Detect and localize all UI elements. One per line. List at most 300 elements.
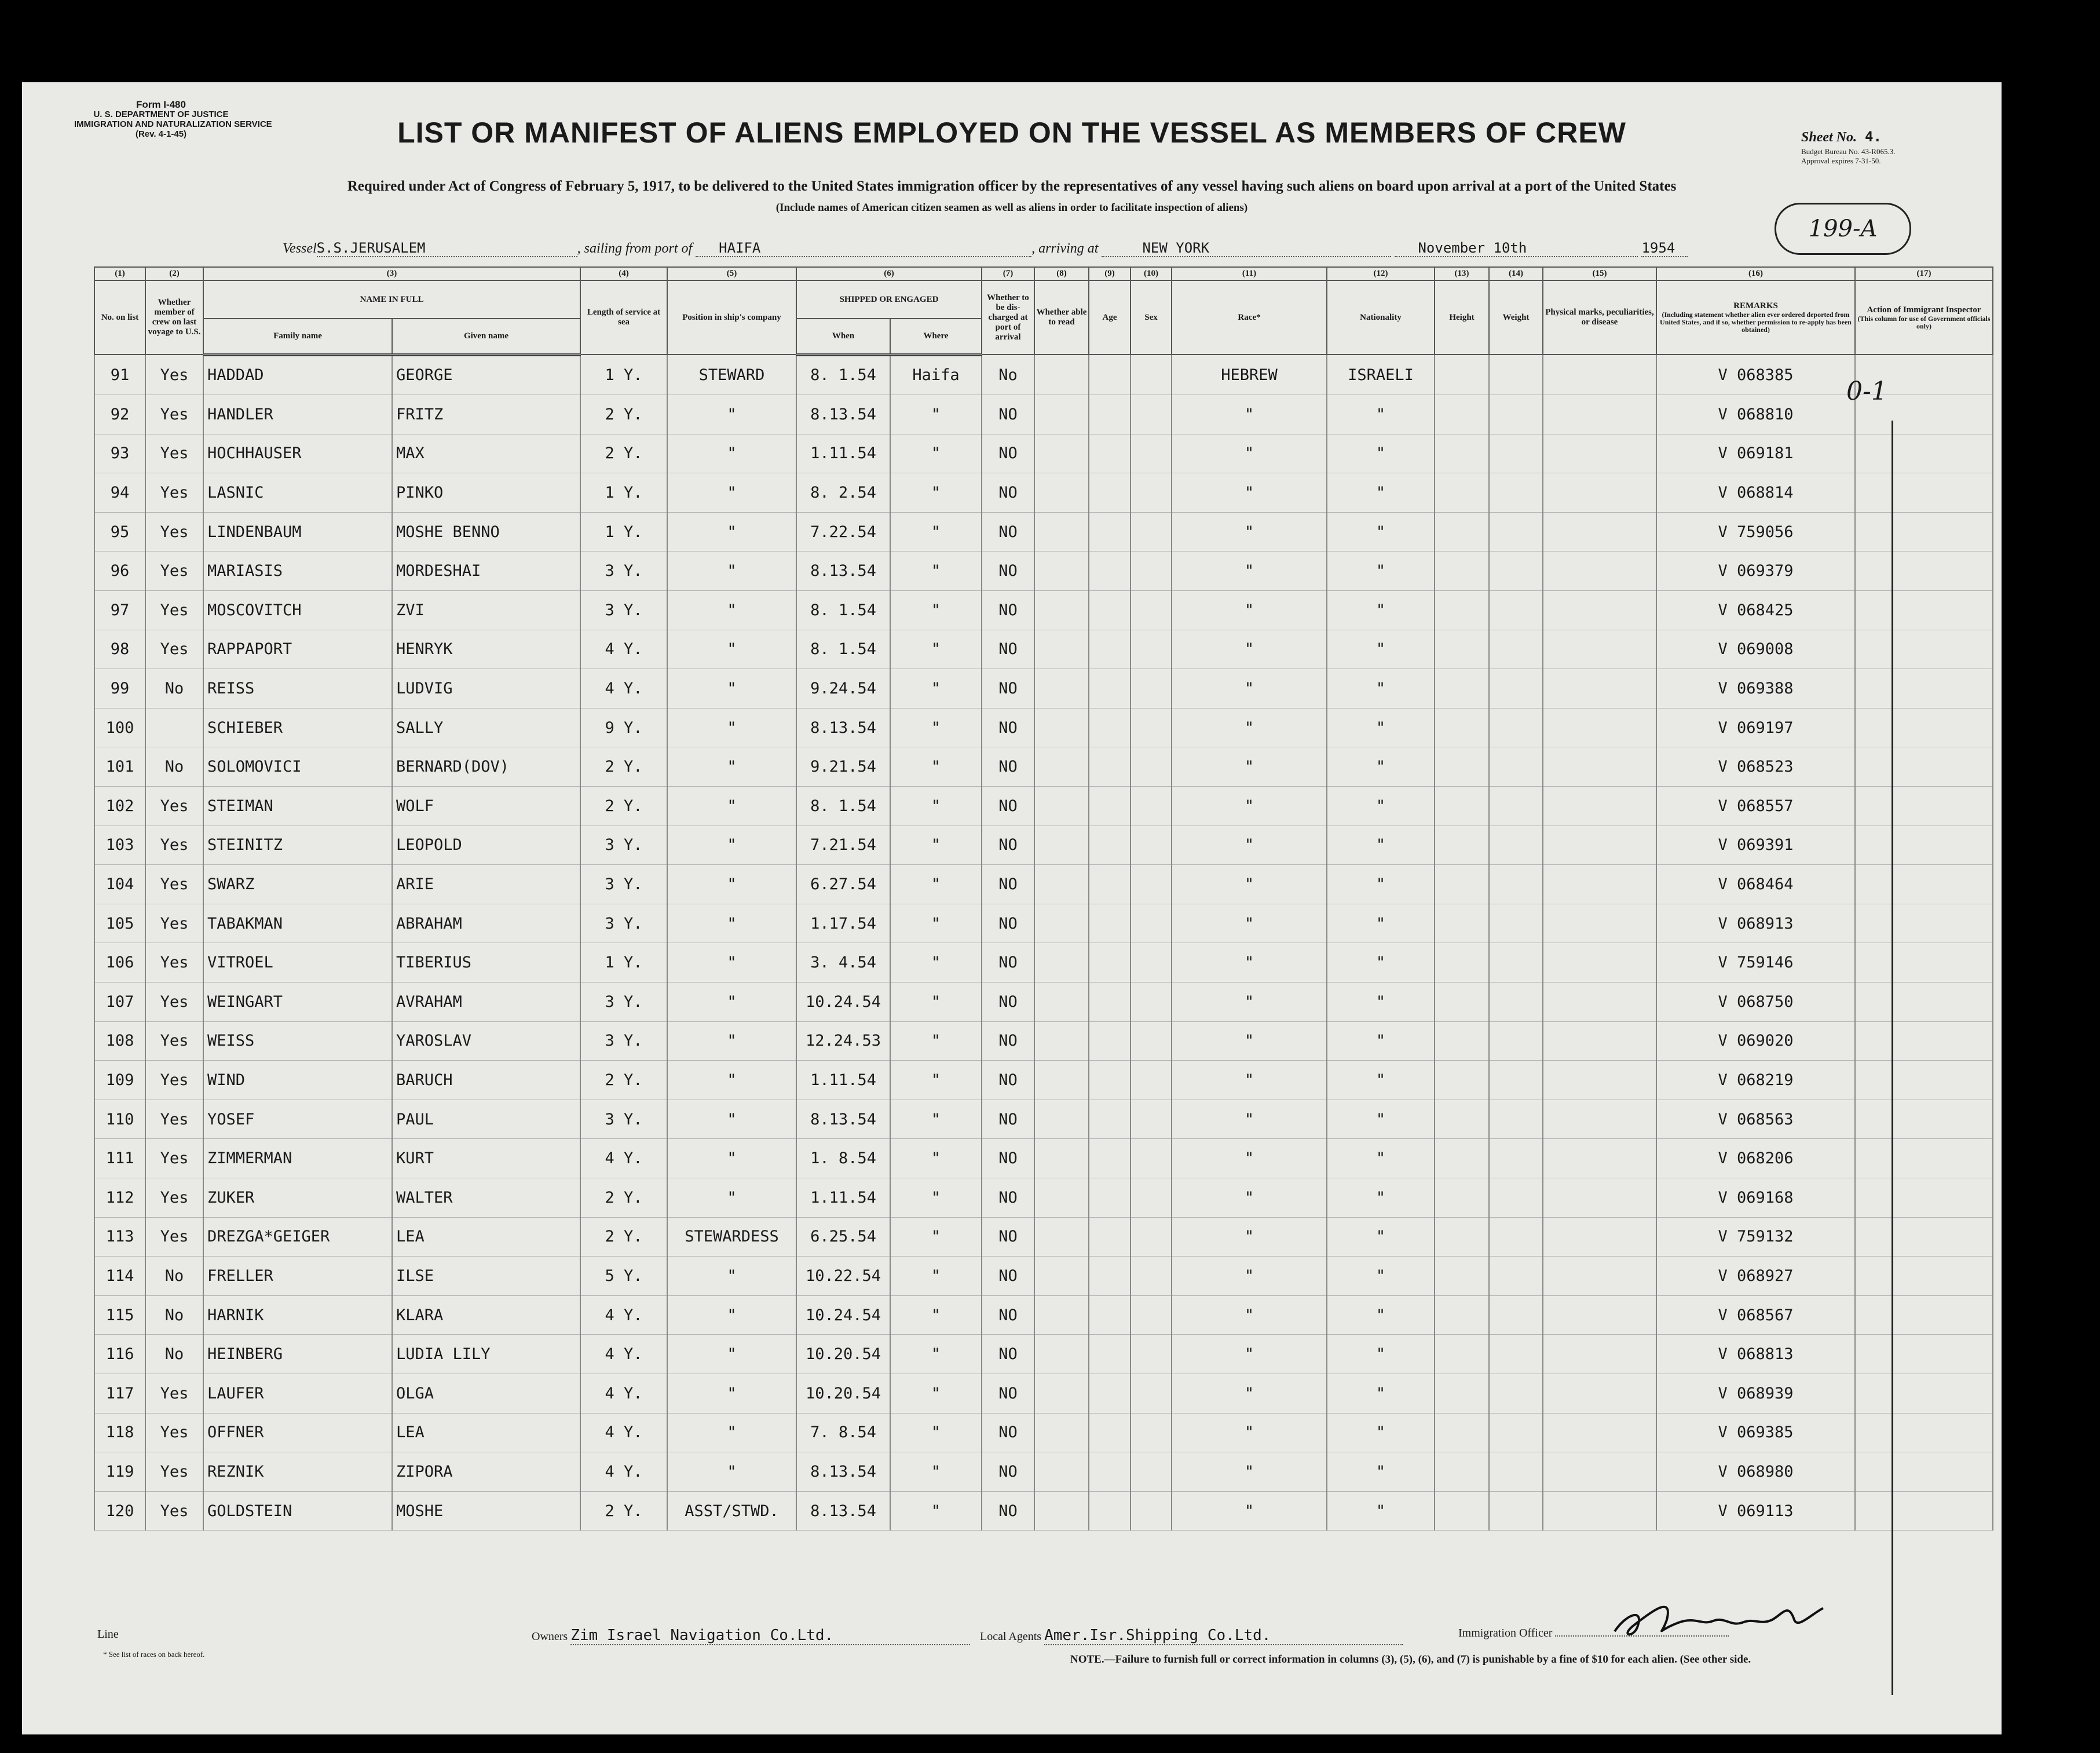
- cell-nationality: ": [1327, 904, 1435, 943]
- cell-weight: [1489, 1335, 1543, 1374]
- table-row: [94, 1413, 1993, 1452]
- cell-remarks: V 068913: [1656, 904, 1855, 943]
- col-num: (13): [1435, 267, 1489, 280]
- budget-bureau: [1801, 147, 1895, 166]
- cell-nationality: ": [1327, 1178, 1435, 1217]
- cell-nationality: ": [1327, 1335, 1435, 1374]
- cell-sex: [1131, 826, 1172, 865]
- cell-row-number: 107: [94, 983, 145, 1022]
- cell-inspector-action: [1855, 1021, 1993, 1061]
- cell-shipped-when: 10.20.54: [796, 1374, 890, 1413]
- page-title: LIST OR MANIFEST OF ALIENS EMPLOYED ON THE VESSEL AS MEMBERS OF CREW: [397, 116, 1626, 149]
- cell-service-length: 4 Y.: [580, 669, 667, 708]
- cell-sex: [1131, 473, 1172, 513]
- cell-crew-last-voyage: No: [145, 669, 203, 708]
- cell-age: [1089, 983, 1131, 1022]
- cell-crew-last-voyage: Yes: [145, 983, 203, 1022]
- cell-inspector-action: [1855, 1100, 1993, 1139]
- cell-weight: [1489, 904, 1543, 943]
- cell-given-name: ZVI: [392, 591, 580, 630]
- cell-crew-last-voyage: Yes: [145, 943, 203, 983]
- cell-remarks: V 069388: [1656, 669, 1855, 708]
- cell-age: [1089, 669, 1131, 708]
- table-row: [94, 1374, 1993, 1413]
- header-nationality: Nationality: [1327, 280, 1435, 355]
- cell-service-length: 2 Y.: [580, 1178, 667, 1217]
- cell-discharged: NO: [982, 552, 1034, 591]
- cell-remarks: V 068425: [1656, 591, 1855, 630]
- table-row: [94, 395, 1993, 434]
- local-agents: [980, 1627, 1403, 1645]
- cell-shipped-when: 12.24.53: [796, 1021, 890, 1061]
- col-num: (12): [1327, 267, 1435, 280]
- cell-family-name: REISS: [203, 669, 392, 708]
- cell-race: ": [1172, 787, 1327, 826]
- cell-able-to-read: [1034, 1491, 1089, 1531]
- cell-family-name: DREZGA*GEIGER: [203, 1217, 392, 1257]
- cell-service-length: 4 Y.: [580, 1139, 667, 1178]
- table-row: [94, 747, 1993, 787]
- cell-inspector-action: [1855, 669, 1993, 708]
- cell-position: ": [667, 708, 796, 747]
- cell-physical-marks: [1543, 708, 1656, 747]
- cell-sex: [1131, 630, 1172, 669]
- cell-shipped-when: 8. 1.54: [796, 787, 890, 826]
- cell-family-name: HARNIK: [203, 1295, 392, 1335]
- cell-race: ": [1172, 1413, 1327, 1452]
- cell-race: ": [1172, 826, 1327, 865]
- cell-service-length: 2 Y.: [580, 787, 667, 826]
- cell-shipped-where: ": [890, 826, 982, 865]
- cell-given-name: FRITZ: [392, 395, 580, 434]
- cell-position: ": [667, 865, 796, 904]
- race-note: * See list of races on back hereof.: [103, 1650, 205, 1659]
- port-of-departure: HAIFA: [696, 240, 1031, 257]
- header-name-in-full: NAME IN FULL: [203, 280, 580, 319]
- action-subtitle: (This column for use of Government officials only): [1857, 314, 1991, 330]
- budget-line: Budget Bureau No. 43-R065.3.: [1801, 147, 1896, 156]
- officer-signature: [1603, 1591, 1846, 1649]
- cell-race: ": [1172, 512, 1327, 552]
- cell-service-length: 4 Y.: [580, 630, 667, 669]
- cell-height: [1435, 591, 1489, 630]
- cell-remarks: V 068750: [1656, 983, 1855, 1022]
- cell-sex: [1131, 1491, 1172, 1531]
- table-row: [94, 943, 1993, 983]
- cell-row-number: 117: [94, 1374, 145, 1413]
- cell-position: ": [667, 591, 796, 630]
- cell-physical-marks: [1543, 1491, 1656, 1531]
- form-rev: (Rev. 4-1-45): [135, 129, 187, 139]
- cell-shipped-when: 10.20.54: [796, 1335, 890, 1374]
- cell-row-number: 111: [94, 1139, 145, 1178]
- cell-age: [1089, 904, 1131, 943]
- cell-physical-marks: [1543, 1413, 1656, 1452]
- cell-weight: [1489, 512, 1543, 552]
- cell-nationality: ": [1327, 591, 1435, 630]
- cell-service-length: 2 Y.: [580, 1061, 667, 1100]
- cell-position: ": [667, 1139, 796, 1178]
- cell-given-name: LUDVIG: [392, 669, 580, 708]
- cell-race: ": [1172, 747, 1327, 787]
- cell-inspector-action: [1855, 787, 1993, 826]
- cell-row-number: 102: [94, 787, 145, 826]
- cell-able-to-read: [1034, 1413, 1089, 1452]
- cell-discharged: NO: [982, 904, 1034, 943]
- cell-shipped-where: ": [890, 1100, 982, 1139]
- cell-remarks: V 068385: [1656, 355, 1855, 395]
- col-num: (6): [796, 267, 982, 280]
- cell-shipped-when: 1. 8.54: [796, 1139, 890, 1178]
- cell-able-to-read: [1034, 1178, 1089, 1217]
- cell-able-to-read: [1034, 943, 1089, 983]
- cell-shipped-where: ": [890, 512, 982, 552]
- cell-physical-marks: [1543, 395, 1656, 434]
- cell-inspector-action: [1855, 1452, 1993, 1492]
- penalty-note: NOTE.—Failure to furnish full or correct information in columns (3), (5), (6), and (7) is punishable by a fine of $10 for each alien. (See other side.: [1070, 1653, 1751, 1666]
- cell-race: ": [1172, 708, 1327, 747]
- cell-nationality: ": [1327, 983, 1435, 1022]
- cell-family-name: ZUKER: [203, 1178, 392, 1217]
- header-action-inspector: [1855, 280, 1993, 355]
- cell-discharged: NO: [982, 1257, 1034, 1296]
- cell-weight: [1489, 630, 1543, 669]
- table-row: [94, 1061, 1993, 1100]
- cell-remarks: V 069181: [1656, 434, 1855, 473]
- cell-service-length: 1 Y.: [580, 355, 667, 395]
- cell-nationality: ": [1327, 1021, 1435, 1061]
- cell-family-name: WEISS: [203, 1021, 392, 1061]
- cell-physical-marks: [1543, 1257, 1656, 1296]
- cell-age: [1089, 1452, 1131, 1492]
- cell-service-length: 1 Y.: [580, 512, 667, 552]
- cell-sex: [1131, 1061, 1172, 1100]
- cell-physical-marks: [1543, 434, 1656, 473]
- cell-position: ": [667, 473, 796, 513]
- cell-remarks: V 068523: [1656, 747, 1855, 787]
- cell-position: ": [667, 669, 796, 708]
- cell-family-name: WEINGART: [203, 983, 392, 1022]
- cell-row-number: 104: [94, 865, 145, 904]
- cell-age: [1089, 552, 1131, 591]
- cell-position: ": [667, 1413, 796, 1452]
- cell-age: [1089, 708, 1131, 747]
- cell-height: [1435, 983, 1489, 1022]
- cell-age: [1089, 630, 1131, 669]
- cell-nationality: ": [1327, 1139, 1435, 1178]
- vessel-name: S.S.JERUSALEM: [317, 240, 577, 257]
- table-row: [94, 1335, 1993, 1374]
- cell-physical-marks: [1543, 473, 1656, 513]
- cell-inspector-action: [1855, 1491, 1993, 1531]
- cell-position: ": [667, 1257, 796, 1296]
- table-row: [94, 355, 1993, 395]
- cell-nationality: ": [1327, 1491, 1435, 1531]
- col-num: (14): [1489, 267, 1543, 280]
- col-num: (7): [982, 267, 1034, 280]
- include-note: (Include names of American citizen seamen as well as aliens in order to facilitate inspection of aliens): [775, 202, 1248, 214]
- col-num: (1): [94, 267, 145, 280]
- cell-age: [1089, 865, 1131, 904]
- cell-shipped-where: ": [890, 1491, 982, 1531]
- cell-physical-marks: [1543, 1139, 1656, 1178]
- cell-shipped-when: 1.11.54: [796, 1061, 890, 1100]
- cell-nationality: ": [1327, 512, 1435, 552]
- cell-weight: [1489, 1374, 1543, 1413]
- cell-able-to-read: [1034, 1139, 1089, 1178]
- cell-weight: [1489, 787, 1543, 826]
- cell-nationality: ": [1327, 1452, 1435, 1492]
- cell-shipped-where: Haifa: [890, 355, 982, 395]
- cell-row-number: 92: [94, 395, 145, 434]
- agents-value: Amer.Isr.Shipping Co.Ltd.: [1044, 1627, 1403, 1645]
- cell-row-number: 96: [94, 552, 145, 591]
- header-able-to-read: Whether able to read: [1034, 280, 1089, 355]
- cell-able-to-read: [1034, 473, 1089, 513]
- cell-sex: [1131, 669, 1172, 708]
- cell-shipped-where: ": [890, 1295, 982, 1335]
- col-num: (17): [1855, 267, 1993, 280]
- cell-discharged: NO: [982, 1335, 1034, 1374]
- cell-shipped-when: 6.25.54: [796, 1217, 890, 1257]
- cell-weight: [1489, 355, 1543, 395]
- inspector-mark: 0-1: [1846, 377, 1887, 406]
- cell-weight: [1489, 983, 1543, 1022]
- cell-race: ": [1172, 591, 1327, 630]
- cell-shipped-where: ": [890, 708, 982, 747]
- cell-discharged: NO: [982, 943, 1034, 983]
- table-row: [94, 1452, 1993, 1492]
- cell-row-number: 94: [94, 473, 145, 513]
- cell-race: ": [1172, 943, 1327, 983]
- cell-remarks: V 069197: [1656, 708, 1855, 747]
- cell-shipped-when: 1.17.54: [796, 904, 890, 943]
- cell-nationality: ": [1327, 1374, 1435, 1413]
- cell-service-length: 2 Y.: [580, 1491, 667, 1531]
- cell-remarks: V 068927: [1656, 1257, 1855, 1296]
- cell-shipped-where: ": [890, 983, 982, 1022]
- cell-height: [1435, 1217, 1489, 1257]
- cell-given-name: GEORGE: [392, 355, 580, 395]
- cell-shipped-where: ": [890, 1413, 982, 1452]
- table-row: [94, 1491, 1993, 1531]
- cell-able-to-read: [1034, 1061, 1089, 1100]
- header-length-service: Length of service at sea: [580, 280, 667, 355]
- cell-physical-marks: [1543, 1335, 1656, 1374]
- cell-height: [1435, 904, 1489, 943]
- cell-family-name: ZIMMERMAN: [203, 1139, 392, 1178]
- cell-family-name: MOSCOVITCH: [203, 591, 392, 630]
- cell-row-number: 115: [94, 1295, 145, 1335]
- cell-service-length: 4 Y.: [580, 1452, 667, 1492]
- cell-sex: [1131, 1257, 1172, 1296]
- cell-given-name: MOSHE BENNO: [392, 512, 580, 552]
- cell-family-name: SWARZ: [203, 865, 392, 904]
- cell-age: [1089, 1139, 1131, 1178]
- cell-service-length: 3 Y.: [580, 904, 667, 943]
- cell-row-number: 108: [94, 1021, 145, 1061]
- cell-able-to-read: [1034, 355, 1089, 395]
- cell-shipped-where: ": [890, 904, 982, 943]
- cell-sex: [1131, 434, 1172, 473]
- cell-given-name: WALTER: [392, 1178, 580, 1217]
- cell-sex: [1131, 512, 1172, 552]
- cell-age: [1089, 1021, 1131, 1061]
- cell-crew-last-voyage: Yes: [145, 1217, 203, 1257]
- cell-shipped-where: ": [890, 747, 982, 787]
- cell-family-name: VITROEL: [203, 943, 392, 983]
- form-service: IMMIGRATION AND NATURALIZATION SERVICE: [74, 119, 272, 129]
- cell-shipped-when: 7.21.54: [796, 826, 890, 865]
- cell-able-to-read: [1034, 1295, 1089, 1335]
- cell-age: [1089, 473, 1131, 513]
- cell-able-to-read: [1034, 1021, 1089, 1061]
- cell-crew-last-voyage: Yes: [145, 1061, 203, 1100]
- cell-height: [1435, 865, 1489, 904]
- cell-inspector-action: [1855, 708, 1993, 747]
- cell-shipped-where: ": [890, 1139, 982, 1178]
- cell-race: ": [1172, 983, 1327, 1022]
- cell-inspector-action: [1855, 473, 1993, 513]
- header-height: Height: [1435, 280, 1489, 355]
- cell-race: ": [1172, 1061, 1327, 1100]
- header-physical-marks: Physical marks, peculiarities, or disease: [1543, 280, 1656, 355]
- header-weight: Weight: [1489, 280, 1543, 355]
- cell-shipped-where: ": [890, 1178, 982, 1217]
- cell-inspector-action: [1855, 983, 1993, 1022]
- cell-inspector-action: [1855, 630, 1993, 669]
- cell-row-number: 101: [94, 747, 145, 787]
- cell-shipped-where: ": [890, 1061, 982, 1100]
- cell-position: ": [667, 1178, 796, 1217]
- cell-crew-last-voyage: Yes: [145, 630, 203, 669]
- form-number: Form I-480: [136, 99, 186, 110]
- cell-height: [1435, 395, 1489, 434]
- cell-physical-marks: [1543, 1178, 1656, 1217]
- cell-able-to-read: [1034, 1257, 1089, 1296]
- cell-shipped-where: ": [890, 865, 982, 904]
- cell-age: [1089, 1217, 1131, 1257]
- cell-race: HEBREW: [1172, 355, 1327, 395]
- cell-position: ": [667, 904, 796, 943]
- cell-given-name: BERNARD(DOV): [392, 747, 580, 787]
- cell-family-name: STEINITZ: [203, 826, 392, 865]
- cell-inspector-action: [1855, 1295, 1993, 1335]
- cell-able-to-read: [1034, 904, 1089, 943]
- cell-given-name: OLGA: [392, 1374, 580, 1413]
- cell-inspector-action: [1855, 1335, 1993, 1374]
- cell-shipped-where: ": [890, 1452, 982, 1492]
- cell-position: ": [667, 395, 796, 434]
- cell-discharged: NO: [982, 591, 1034, 630]
- cell-discharged: NO: [982, 1178, 1034, 1217]
- col-num: (11): [1172, 267, 1327, 280]
- cell-crew-last-voyage: No: [145, 1295, 203, 1335]
- cell-sex: [1131, 904, 1172, 943]
- cell-race: ": [1172, 1374, 1327, 1413]
- cell-shipped-where: ": [890, 1374, 982, 1413]
- cell-nationality: ": [1327, 708, 1435, 747]
- cell-remarks: V 069385: [1656, 1413, 1855, 1452]
- cell-race: ": [1172, 1178, 1327, 1217]
- cell-shipped-where: ": [890, 473, 982, 513]
- cell-physical-marks: [1543, 355, 1656, 395]
- cell-family-name: MARIASIS: [203, 552, 392, 591]
- cell-age: [1089, 591, 1131, 630]
- cell-race: ": [1172, 1021, 1327, 1061]
- table-row: [94, 434, 1993, 473]
- cell-service-length: 4 Y.: [580, 1413, 667, 1452]
- cell-discharged: NO: [982, 669, 1034, 708]
- cell-race: ": [1172, 904, 1327, 943]
- table-row: [94, 669, 1993, 708]
- header-sex: Sex: [1131, 280, 1172, 355]
- cell-height: [1435, 552, 1489, 591]
- col-num: (4): [580, 267, 667, 280]
- cell-row-number: 106: [94, 943, 145, 983]
- cell-shipped-when: 8.13.54: [796, 1452, 890, 1492]
- table-row: [94, 1021, 1993, 1061]
- cell-nationality: ": [1327, 669, 1435, 708]
- cell-sex: [1131, 983, 1172, 1022]
- owners: [532, 1627, 970, 1645]
- cell-family-name: FRELLER: [203, 1257, 392, 1296]
- cell-crew-last-voyage: Yes: [145, 904, 203, 943]
- cell-age: [1089, 943, 1131, 983]
- cell-height: [1435, 747, 1489, 787]
- table-row: [94, 1139, 1993, 1178]
- table-row: [94, 1178, 1993, 1217]
- cell-position: ": [667, 1061, 796, 1100]
- cell-given-name: ARIE: [392, 865, 580, 904]
- cell-shipped-where: ": [890, 1335, 982, 1374]
- cell-race: ": [1172, 1100, 1327, 1139]
- cell-discharged: NO: [982, 708, 1034, 747]
- cell-height: [1435, 512, 1489, 552]
- cell-crew-last-voyage: No: [145, 1257, 203, 1296]
- cell-given-name: BARUCH: [392, 1061, 580, 1100]
- cell-service-length: 3 Y.: [580, 552, 667, 591]
- cell-height: [1435, 787, 1489, 826]
- cell-remarks: V 068567: [1656, 1295, 1855, 1335]
- table-row: [94, 552, 1993, 591]
- inspector-line: [1892, 421, 1893, 1695]
- cell-sex: [1131, 1335, 1172, 1374]
- cell-shipped-when: 8.13.54: [796, 708, 890, 747]
- cell-weight: [1489, 1178, 1543, 1217]
- cell-able-to-read: [1034, 747, 1089, 787]
- cell-age: [1089, 1295, 1131, 1335]
- cell-family-name: SCHIEBER: [203, 708, 392, 747]
- cell-inspector-action: [1855, 1374, 1993, 1413]
- cell-family-name: WIND: [203, 1061, 392, 1100]
- cell-weight: [1489, 708, 1543, 747]
- cell-remarks: V 068980: [1656, 1452, 1855, 1492]
- table-row: [94, 826, 1993, 865]
- cell-shipped-when: 8. 1.54: [796, 355, 890, 395]
- col-num: (8): [1034, 267, 1089, 280]
- cell-physical-marks: [1543, 1100, 1656, 1139]
- header-when: When: [796, 319, 890, 355]
- cell-crew-last-voyage: Yes: [145, 1178, 203, 1217]
- cell-height: [1435, 630, 1489, 669]
- sheet-number: [1801, 129, 1882, 145]
- cell-age: [1089, 1413, 1131, 1452]
- cell-weight: [1489, 1021, 1543, 1061]
- table-row: [94, 1100, 1993, 1139]
- cell-physical-marks: [1543, 865, 1656, 904]
- cell-able-to-read: [1034, 865, 1089, 904]
